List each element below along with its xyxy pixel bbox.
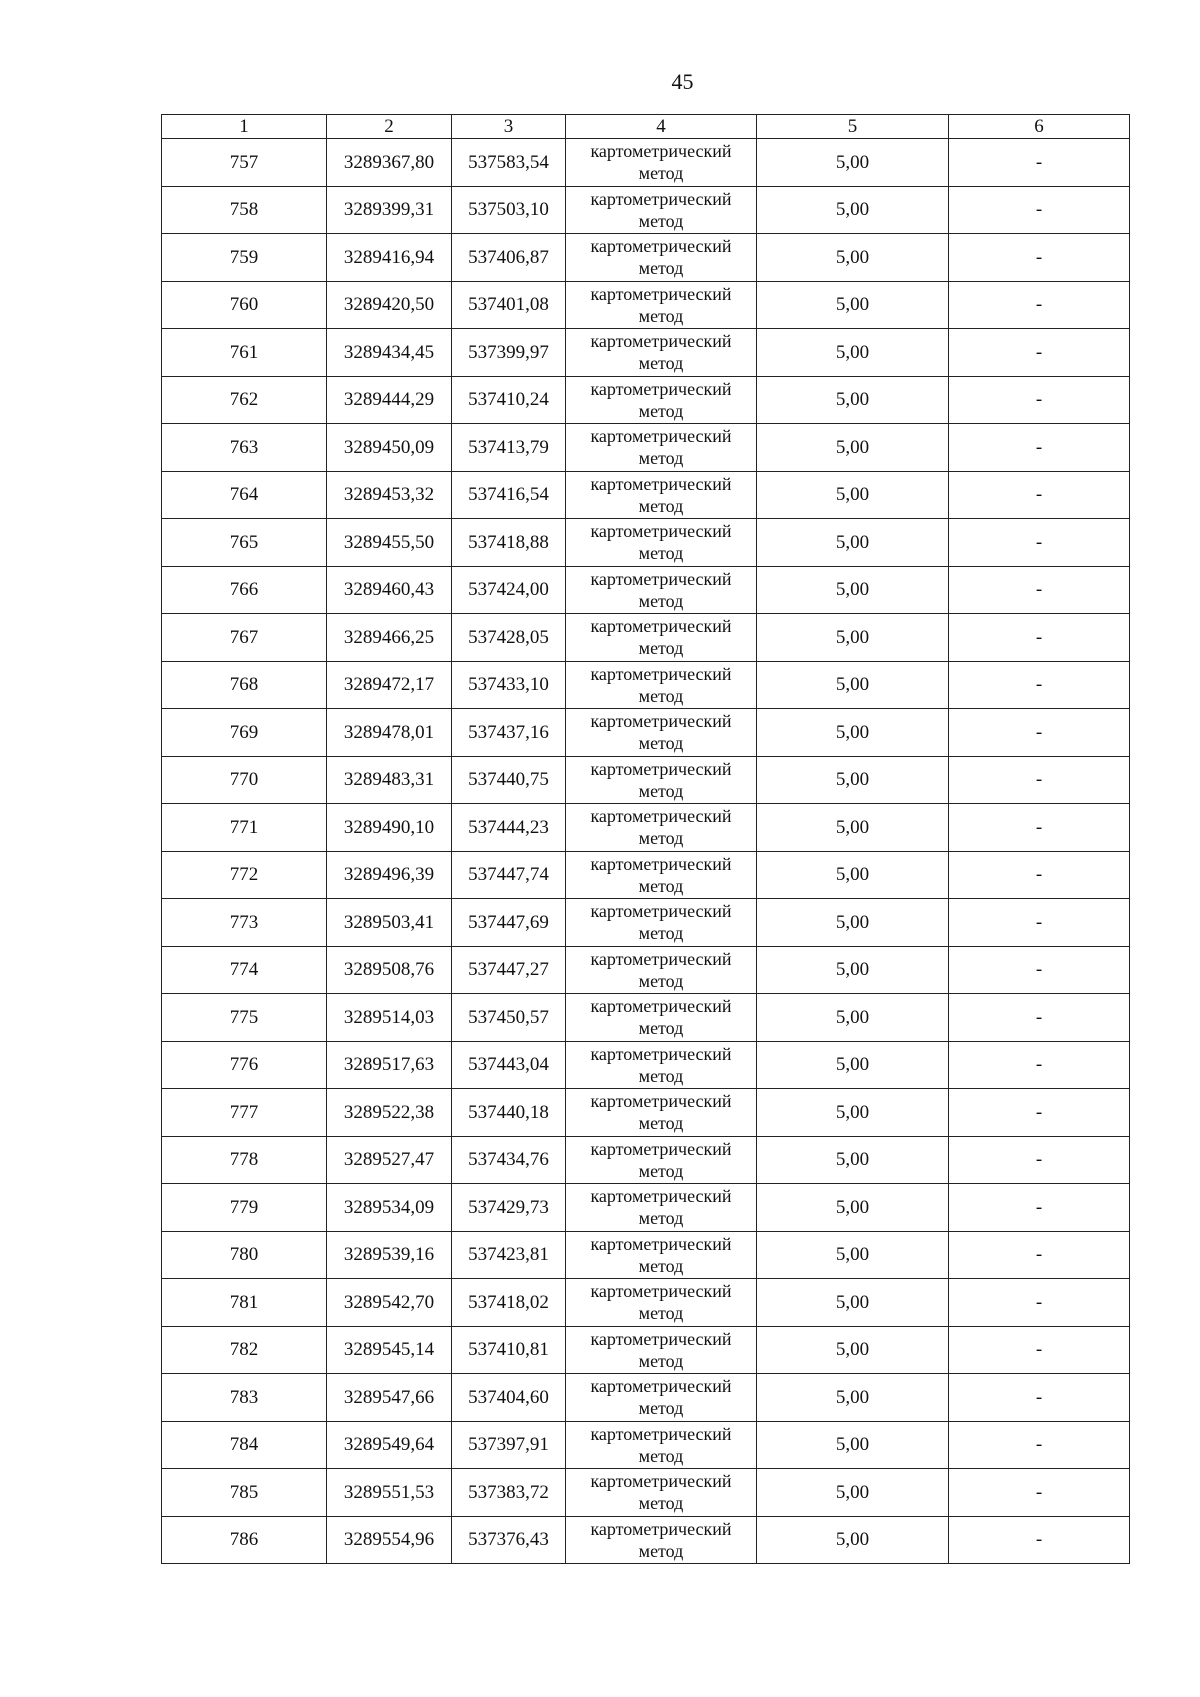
note-cell: - bbox=[949, 994, 1130, 1042]
y-coordinate-cell: 537401,08 bbox=[452, 281, 566, 329]
method-line-1: картометрический bbox=[590, 1376, 732, 1397]
point-number-cell: 758 bbox=[162, 186, 327, 234]
accuracy-cell: 5,00 bbox=[757, 139, 949, 187]
method-line-1: картометрический bbox=[590, 853, 732, 874]
note-cell: - bbox=[949, 1041, 1130, 1089]
x-coordinate-cell: 3289420,50 bbox=[327, 281, 452, 329]
x-coordinate-cell: 3289517,63 bbox=[327, 1041, 452, 1089]
accuracy-cell: 5,00 bbox=[757, 614, 949, 662]
y-coordinate-cell: 537443,04 bbox=[452, 1041, 566, 1089]
note-cell: - bbox=[949, 661, 1130, 709]
method-line-2: метод bbox=[638, 163, 684, 184]
method-cell bbox=[566, 756, 757, 804]
y-coordinate-cell: 537397,91 bbox=[452, 1421, 566, 1469]
table-row bbox=[162, 1184, 1130, 1232]
y-coordinate-cell: 537418,88 bbox=[452, 519, 566, 567]
point-number-cell: 767 bbox=[162, 614, 327, 662]
point-number-cell: 772 bbox=[162, 851, 327, 899]
x-coordinate-cell: 3289453,32 bbox=[327, 471, 452, 519]
table-row bbox=[162, 1041, 1130, 1089]
method-cell bbox=[566, 376, 757, 424]
y-coordinate-cell: 537406,87 bbox=[452, 234, 566, 282]
y-coordinate-cell: 537583,54 bbox=[452, 139, 566, 187]
point-number-cell: 762 bbox=[162, 376, 327, 424]
method-cell bbox=[566, 281, 757, 329]
x-coordinate-cell: 3289399,31 bbox=[327, 186, 452, 234]
method-line-1: картометрический bbox=[590, 1281, 732, 1302]
method-line-2: метод bbox=[638, 495, 684, 516]
table-row bbox=[162, 1469, 1130, 1517]
method-cell bbox=[566, 139, 757, 187]
method-line-2: метод bbox=[638, 733, 684, 754]
method-line-1: картометрический bbox=[590, 283, 732, 304]
method-line-2: метод bbox=[638, 400, 684, 421]
accuracy-cell: 5,00 bbox=[757, 1231, 949, 1279]
note-cell: - bbox=[949, 709, 1130, 757]
accuracy-cell: 5,00 bbox=[757, 1041, 949, 1089]
table-body bbox=[162, 139, 1130, 1564]
note-cell: - bbox=[949, 186, 1130, 234]
x-coordinate-cell: 3289554,96 bbox=[327, 1516, 452, 1564]
table-row bbox=[162, 1231, 1130, 1279]
point-number-cell: 771 bbox=[162, 804, 327, 852]
method-line-2: метод bbox=[638, 1255, 684, 1276]
accuracy-cell: 5,00 bbox=[757, 946, 949, 994]
y-coordinate-cell: 537447,69 bbox=[452, 899, 566, 947]
table-row bbox=[162, 709, 1130, 757]
method-cell bbox=[566, 1089, 757, 1137]
x-coordinate-cell: 3289549,64 bbox=[327, 1421, 452, 1469]
method-line-2: метод bbox=[638, 543, 684, 564]
accuracy-cell: 5,00 bbox=[757, 566, 949, 614]
accuracy-cell: 5,00 bbox=[757, 994, 949, 1042]
accuracy-cell: 5,00 bbox=[757, 899, 949, 947]
method-line-1: картометрический bbox=[590, 188, 732, 209]
note-cell: - bbox=[949, 946, 1130, 994]
note-cell: - bbox=[949, 329, 1130, 377]
method-line-1: картометрический bbox=[590, 521, 732, 542]
method-cell bbox=[566, 1136, 757, 1184]
accuracy-cell: 5,00 bbox=[757, 281, 949, 329]
note-cell: - bbox=[949, 804, 1130, 852]
method-line-2: метод bbox=[638, 1113, 684, 1134]
page-number: 45 bbox=[671, 69, 694, 94]
point-number-cell: 774 bbox=[162, 946, 327, 994]
method-line-2: метод bbox=[638, 210, 684, 231]
x-coordinate-cell: 3289472,17 bbox=[327, 661, 452, 709]
column-header: 1 bbox=[162, 115, 327, 139]
x-coordinate-cell: 3289460,43 bbox=[327, 566, 452, 614]
y-coordinate-cell: 537503,10 bbox=[452, 186, 566, 234]
method-cell bbox=[566, 424, 757, 472]
method-line-1: картометрический bbox=[590, 426, 732, 447]
method-cell bbox=[566, 1184, 757, 1232]
point-number-cell: 777 bbox=[162, 1089, 327, 1137]
method-cell bbox=[566, 234, 757, 282]
method-line-1: картометрический bbox=[590, 1138, 732, 1159]
column-header: 3 bbox=[452, 115, 566, 139]
note-cell: - bbox=[949, 234, 1130, 282]
method-cell bbox=[566, 614, 757, 662]
method-line-1: картометрический bbox=[590, 236, 732, 257]
method-cell bbox=[566, 1421, 757, 1469]
method-line-1: картометрический bbox=[590, 948, 732, 969]
note-cell: - bbox=[949, 851, 1130, 899]
table-row bbox=[162, 899, 1130, 947]
method-line-1: картометрический bbox=[590, 663, 732, 684]
method-cell bbox=[566, 994, 757, 1042]
method-line-2: метод bbox=[638, 1065, 684, 1086]
method-line-1: картометрический bbox=[590, 1233, 732, 1254]
point-number-cell: 769 bbox=[162, 709, 327, 757]
table-row bbox=[162, 329, 1130, 377]
y-coordinate-cell: 537423,81 bbox=[452, 1231, 566, 1279]
method-cell bbox=[566, 899, 757, 947]
method-line-1: картометрический bbox=[590, 1043, 732, 1064]
note-cell: - bbox=[949, 566, 1130, 614]
method-cell bbox=[566, 1326, 757, 1374]
table-row bbox=[162, 519, 1130, 567]
accuracy-cell: 5,00 bbox=[757, 424, 949, 472]
method-line-1: картометрический bbox=[590, 901, 732, 922]
point-number-cell: 761 bbox=[162, 329, 327, 377]
y-coordinate-cell: 537404,60 bbox=[452, 1374, 566, 1422]
note-cell: - bbox=[949, 1516, 1130, 1564]
point-number-cell: 779 bbox=[162, 1184, 327, 1232]
point-number-cell: 773 bbox=[162, 899, 327, 947]
accuracy-cell: 5,00 bbox=[757, 804, 949, 852]
y-coordinate-cell: 537437,16 bbox=[452, 709, 566, 757]
point-number-cell: 768 bbox=[162, 661, 327, 709]
y-coordinate-cell: 537413,79 bbox=[452, 424, 566, 472]
column-header: 4 bbox=[566, 115, 757, 139]
method-line-1: картометрический bbox=[590, 1328, 732, 1349]
note-cell: - bbox=[949, 1421, 1130, 1469]
table-row bbox=[162, 804, 1130, 852]
y-coordinate-cell: 537433,10 bbox=[452, 661, 566, 709]
method-cell bbox=[566, 329, 757, 377]
x-coordinate-cell: 3289434,45 bbox=[327, 329, 452, 377]
method-line-1: картометрический bbox=[590, 331, 732, 352]
x-coordinate-cell: 3289466,25 bbox=[327, 614, 452, 662]
method-cell bbox=[566, 186, 757, 234]
table-row bbox=[162, 614, 1130, 662]
method-line-2: метод bbox=[638, 305, 684, 326]
note-cell: - bbox=[949, 899, 1130, 947]
accuracy-cell: 5,00 bbox=[757, 851, 949, 899]
method-line-1: картометрический bbox=[590, 758, 732, 779]
method-line-2: метод bbox=[638, 590, 684, 611]
accuracy-cell: 5,00 bbox=[757, 1469, 949, 1517]
x-coordinate-cell: 3289545,14 bbox=[327, 1326, 452, 1374]
accuracy-cell: 5,00 bbox=[757, 471, 949, 519]
accuracy-cell: 5,00 bbox=[757, 756, 949, 804]
point-number-cell: 763 bbox=[162, 424, 327, 472]
point-number-cell: 760 bbox=[162, 281, 327, 329]
accuracy-cell: 5,00 bbox=[757, 1136, 949, 1184]
method-line-1: картометрический bbox=[590, 1186, 732, 1207]
table-row bbox=[162, 756, 1130, 804]
accuracy-cell: 5,00 bbox=[757, 709, 949, 757]
accuracy-cell: 5,00 bbox=[757, 1421, 949, 1469]
table-row bbox=[162, 994, 1130, 1042]
table-row bbox=[162, 424, 1130, 472]
method-line-1: картометрический bbox=[590, 473, 732, 494]
note-cell: - bbox=[949, 471, 1130, 519]
method-line-2: метод bbox=[638, 638, 684, 659]
method-line-2: метод bbox=[638, 828, 684, 849]
note-cell: - bbox=[949, 139, 1130, 187]
method-cell bbox=[566, 709, 757, 757]
method-cell bbox=[566, 661, 757, 709]
y-coordinate-cell: 537447,27 bbox=[452, 946, 566, 994]
method-line-2: метод bbox=[638, 970, 684, 991]
x-coordinate-cell: 3289534,09 bbox=[327, 1184, 452, 1232]
table-row bbox=[162, 946, 1130, 994]
note-cell: - bbox=[949, 281, 1130, 329]
point-number-cell: 785 bbox=[162, 1469, 327, 1517]
y-coordinate-cell: 537416,54 bbox=[452, 471, 566, 519]
method-cell bbox=[566, 946, 757, 994]
y-coordinate-cell: 537434,76 bbox=[452, 1136, 566, 1184]
column-header: 2 bbox=[327, 115, 452, 139]
table-row bbox=[162, 186, 1130, 234]
accuracy-cell: 5,00 bbox=[757, 519, 949, 567]
point-number-cell: 764 bbox=[162, 471, 327, 519]
method-line-2: метод bbox=[638, 353, 684, 374]
method-line-1: картометрический bbox=[590, 1518, 732, 1539]
table-row bbox=[162, 566, 1130, 614]
y-coordinate-cell: 537440,75 bbox=[452, 756, 566, 804]
y-coordinate-cell: 537418,02 bbox=[452, 1279, 566, 1327]
point-number-cell: 757 bbox=[162, 139, 327, 187]
x-coordinate-cell: 3289444,29 bbox=[327, 376, 452, 424]
note-cell: - bbox=[949, 1136, 1130, 1184]
point-number-cell: 775 bbox=[162, 994, 327, 1042]
x-coordinate-cell: 3289416,94 bbox=[327, 234, 452, 282]
y-coordinate-cell: 537428,05 bbox=[452, 614, 566, 662]
accuracy-cell: 5,00 bbox=[757, 1516, 949, 1564]
x-coordinate-cell: 3289522,38 bbox=[327, 1089, 452, 1137]
y-coordinate-cell: 537429,73 bbox=[452, 1184, 566, 1232]
method-line-2: метод bbox=[638, 923, 684, 944]
method-line-2: метод bbox=[638, 258, 684, 279]
note-cell: - bbox=[949, 424, 1130, 472]
accuracy-cell: 5,00 bbox=[757, 234, 949, 282]
y-coordinate-cell: 537383,72 bbox=[452, 1469, 566, 1517]
method-line-2: метод bbox=[638, 1398, 684, 1419]
point-number-cell: 776 bbox=[162, 1041, 327, 1089]
method-cell bbox=[566, 1279, 757, 1327]
method-line-2: метод bbox=[638, 1303, 684, 1324]
point-number-cell: 759 bbox=[162, 234, 327, 282]
accuracy-cell: 5,00 bbox=[757, 1089, 949, 1137]
method-cell bbox=[566, 566, 757, 614]
x-coordinate-cell: 3289450,09 bbox=[327, 424, 452, 472]
point-number-cell: 786 bbox=[162, 1516, 327, 1564]
method-cell bbox=[566, 1469, 757, 1517]
method-cell bbox=[566, 1041, 757, 1089]
table-row bbox=[162, 139, 1130, 187]
note-cell: - bbox=[949, 1231, 1130, 1279]
note-cell: - bbox=[949, 1184, 1130, 1232]
method-line-1: картометрический bbox=[590, 378, 732, 399]
table-row bbox=[162, 661, 1130, 709]
x-coordinate-cell: 3289527,47 bbox=[327, 1136, 452, 1184]
table-row bbox=[162, 1374, 1130, 1422]
y-coordinate-cell: 537410,24 bbox=[452, 376, 566, 424]
y-coordinate-cell: 537410,81 bbox=[452, 1326, 566, 1374]
method-line-2: метод bbox=[638, 1208, 684, 1229]
method-cell bbox=[566, 851, 757, 899]
note-cell: - bbox=[949, 1279, 1130, 1327]
y-coordinate-cell: 537450,57 bbox=[452, 994, 566, 1042]
x-coordinate-cell: 3289483,31 bbox=[327, 756, 452, 804]
point-number-cell: 780 bbox=[162, 1231, 327, 1279]
method-line-1: картометрический bbox=[590, 616, 732, 637]
method-line-2: метод bbox=[638, 1350, 684, 1371]
note-cell: - bbox=[949, 1089, 1130, 1137]
column-header: 5 bbox=[757, 115, 949, 139]
x-coordinate-cell: 3289508,76 bbox=[327, 946, 452, 994]
accuracy-cell: 5,00 bbox=[757, 329, 949, 377]
method-line-2: метод bbox=[638, 1540, 684, 1561]
method-line-2: метод bbox=[638, 685, 684, 706]
table-row bbox=[162, 1421, 1130, 1469]
x-coordinate-cell: 3289490,10 bbox=[327, 804, 452, 852]
method-line-1: картометрический bbox=[590, 1091, 732, 1112]
point-number-cell: 783 bbox=[162, 1374, 327, 1422]
table-row bbox=[162, 851, 1130, 899]
method-line-2: метод bbox=[638, 1160, 684, 1181]
y-coordinate-cell: 537440,18 bbox=[452, 1089, 566, 1137]
method-line-2: метод bbox=[638, 780, 684, 801]
point-number-cell: 782 bbox=[162, 1326, 327, 1374]
column-header: 6 bbox=[949, 115, 1130, 139]
x-coordinate-cell: 3289542,70 bbox=[327, 1279, 452, 1327]
method-line-1: картометрический bbox=[590, 141, 732, 162]
note-cell: - bbox=[949, 1326, 1130, 1374]
y-coordinate-cell: 537399,97 bbox=[452, 329, 566, 377]
table-row bbox=[162, 471, 1130, 519]
method-line-1: картометрический bbox=[590, 711, 732, 732]
method-line-2: метод bbox=[638, 875, 684, 896]
x-coordinate-cell: 3289455,50 bbox=[327, 519, 452, 567]
method-line-2: метод bbox=[638, 1493, 684, 1514]
accuracy-cell: 5,00 bbox=[757, 1374, 949, 1422]
accuracy-cell: 5,00 bbox=[757, 661, 949, 709]
table-row bbox=[162, 1136, 1130, 1184]
method-cell bbox=[566, 1516, 757, 1564]
x-coordinate-cell: 3289551,53 bbox=[327, 1469, 452, 1517]
accuracy-cell: 5,00 bbox=[757, 376, 949, 424]
table-row bbox=[162, 1089, 1130, 1137]
x-coordinate-cell: 3289514,03 bbox=[327, 994, 452, 1042]
y-coordinate-cell: 537444,23 bbox=[452, 804, 566, 852]
point-number-cell: 778 bbox=[162, 1136, 327, 1184]
y-coordinate-cell: 537424,00 bbox=[452, 566, 566, 614]
note-cell: - bbox=[949, 519, 1130, 567]
accuracy-cell: 5,00 bbox=[757, 1184, 949, 1232]
table-row bbox=[162, 1326, 1130, 1374]
method-line-2: метод bbox=[638, 448, 684, 469]
note-cell: - bbox=[949, 614, 1130, 662]
point-number-cell: 781 bbox=[162, 1279, 327, 1327]
coordinates-table bbox=[161, 114, 1130, 1564]
method-line-1: картометрический bbox=[590, 996, 732, 1017]
method-line-1: картометрический bbox=[590, 1471, 732, 1492]
y-coordinate-cell: 537447,74 bbox=[452, 851, 566, 899]
point-number-cell: 770 bbox=[162, 756, 327, 804]
method-cell bbox=[566, 804, 757, 852]
method-cell bbox=[566, 471, 757, 519]
table-row bbox=[162, 281, 1130, 329]
y-coordinate-cell: 537376,43 bbox=[452, 1516, 566, 1564]
x-coordinate-cell: 3289478,01 bbox=[327, 709, 452, 757]
table-row bbox=[162, 234, 1130, 282]
note-cell: - bbox=[949, 1469, 1130, 1517]
note-cell: - bbox=[949, 1374, 1130, 1422]
point-number-cell: 784 bbox=[162, 1421, 327, 1469]
accuracy-cell: 5,00 bbox=[757, 1326, 949, 1374]
x-coordinate-cell: 3289539,16 bbox=[327, 1231, 452, 1279]
table-row bbox=[162, 1279, 1130, 1327]
method-cell bbox=[566, 519, 757, 567]
x-coordinate-cell: 3289496,39 bbox=[327, 851, 452, 899]
method-line-1: картометрический bbox=[590, 568, 732, 589]
accuracy-cell: 5,00 bbox=[757, 1279, 949, 1327]
x-coordinate-cell: 3289503,41 bbox=[327, 899, 452, 947]
method-line-2: метод bbox=[638, 1445, 684, 1466]
point-number-cell: 765 bbox=[162, 519, 327, 567]
note-cell: - bbox=[949, 376, 1130, 424]
point-number-cell: 766 bbox=[162, 566, 327, 614]
note-cell: - bbox=[949, 756, 1130, 804]
table-row bbox=[162, 376, 1130, 424]
method-line-2: метод bbox=[638, 1018, 684, 1039]
x-coordinate-cell: 3289547,66 bbox=[327, 1374, 452, 1422]
x-coordinate-cell: 3289367,80 bbox=[327, 139, 452, 187]
accuracy-cell: 5,00 bbox=[757, 186, 949, 234]
table-row bbox=[162, 1516, 1130, 1564]
method-line-1: картометрический bbox=[590, 1423, 732, 1444]
method-cell bbox=[566, 1374, 757, 1422]
header-row bbox=[162, 115, 1130, 139]
method-line-1: картометрический bbox=[590, 806, 732, 827]
method-cell bbox=[566, 1231, 757, 1279]
